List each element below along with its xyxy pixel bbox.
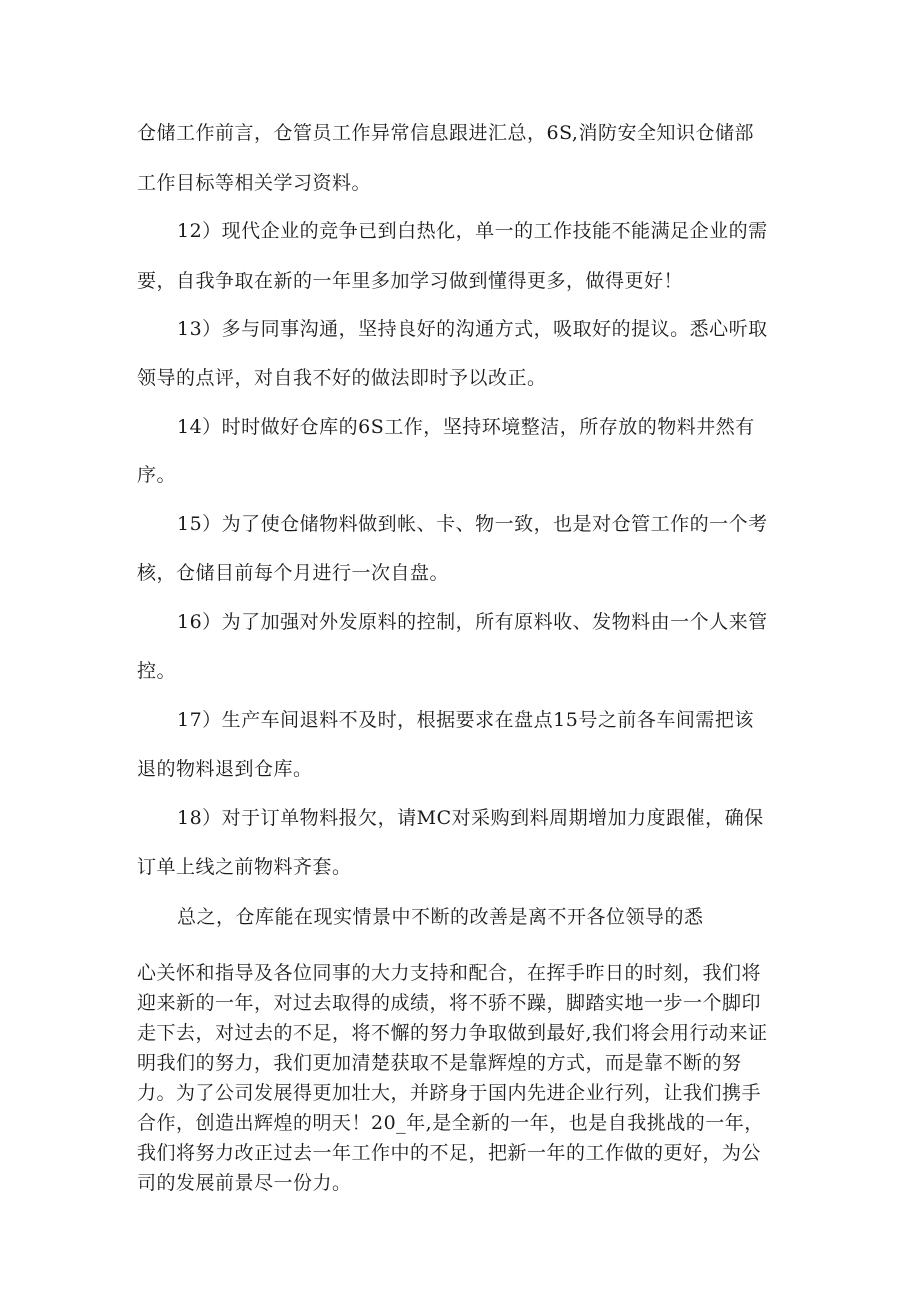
list-item-15-line: 核，仓储目前每个月进行一次自盘。 <box>137 562 450 584</box>
paragraph-line: 仓储工作前言，仓管员工作异常信息跟进汇总，6S,消防安全知识仓储部 <box>137 122 754 144</box>
list-item-12-line: 要，自我争取在新的一年里多加学习做到懂得更多，做得更好！ <box>137 270 684 292</box>
list-item-14-line: 14）时时做好仓库的6S工作，坚持环境整洁，所存放的物料井然有 <box>177 416 755 438</box>
list-item-17-line: 退的物料退到仓库。 <box>137 758 313 780</box>
list-item-15-line: 15）为了使仓储物料做到帐、卡、物一致，也是对仓管工作的一个考 <box>177 513 768 535</box>
closing-line: 合作，创造出辉煌的明天！20_年,是全新的一年，也是自我挑战的一年， <box>137 1112 764 1134</box>
closing-line: 心关怀和指导及各位同事的大力支持和配合，在挥手昨日的时刻，我们将 <box>137 962 762 984</box>
list-item-14-line: 序。 <box>137 464 177 486</box>
list-item-12-line: 12）现代企业的竞争已到白热化，单一的工作技能不能满足企业的需 <box>177 220 768 242</box>
list-item-17-line: 17）生产车间退料不及时，根据要求在盘点15号之前各车间需把该 <box>177 709 754 731</box>
list-item-13-line: 13）多与同事沟通，坚持良好的沟通方式，吸取好的提议。悉心听取 <box>177 318 768 340</box>
list-item-18-line: 订单上线之前物料齐套。 <box>137 856 352 878</box>
conclusion-first-line: 总之，仓库能在现实情景中不断的改善是离不开各位领导的悉 <box>177 906 704 928</box>
closing-line: 我们将努力改正过去一年工作中的不足，把新一年的工作做的更好，为公 <box>137 1142 762 1164</box>
closing-line: 迎来新的一年，对过去取得的成绩，将不骄不躁，脚踏实地一步一个脚印 <box>137 992 762 1014</box>
list-item-18-line: 18）对于订单物料报欠，请MC对采购到料周期增加力度跟催，确保 <box>177 807 764 829</box>
closing-line: 司的发展前景尽一份力。 <box>137 1172 352 1194</box>
closing-line: 明我们的努力，我们更加清楚获取不是靠辉煌的方式，而是靠不断的努 <box>137 1052 742 1074</box>
list-item-16-line: 控。 <box>137 660 177 682</box>
paragraph-line: 工作目标等相关学习资料。 <box>137 172 372 194</box>
list-item-16-line: 16）为了加强对外发原料的控制，所有原料收、发物料由一个人来管 <box>177 611 768 633</box>
list-item-13-line: 领导的点评，对自我不好的做法即时予以改正。 <box>137 367 547 389</box>
closing-line: 力。为了公司发展得更加壮大，并跻身于国内先进企业行列，让我们携手 <box>137 1082 762 1104</box>
closing-paragraph <box>137 958 797 1198</box>
closing-line: 走下去，对过去的不足，将不懈的努力争取做到最好,我们将会用行动来证 <box>137 1022 768 1044</box>
